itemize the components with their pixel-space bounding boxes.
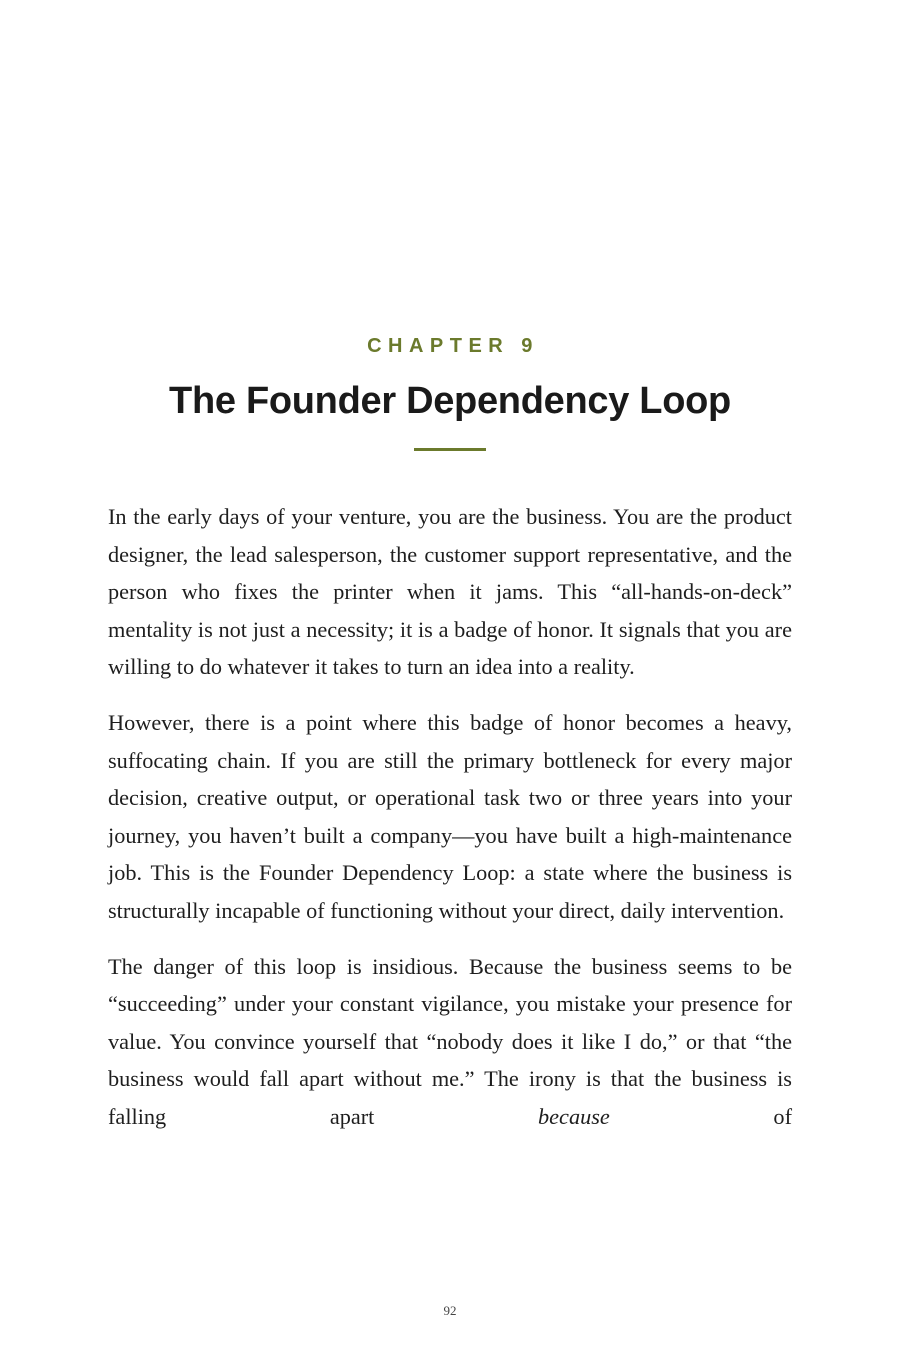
paragraph-3-text-start: The danger of this loop is insidious. Because the business seems to be “succeeding” under your constant vigilance, you mistake your presence for value. You convince yourself that “nobody does it like I do,” or that “the business would fall apart without me.” The irony is that the business is falling apart [108,953,792,1129]
body-paragraph-3 [108,948,792,1136]
chapter-label: CHAPTER 9 [367,335,539,357]
title-divider [414,448,486,451]
chapter-body [108,498,792,1154]
chapter-title: The Founder Dependency Loop [169,380,731,422]
body-paragraph-2: However, there is a point where this badge of honor becomes a heavy, suffocating chain. If you are still the primary bottleneck for every major decision, creative output, or operational task two or three years into your journey, you haven’t built a company—you have built a high-maintenance job. This is the Founder Dependency Loop: a state where the business is structurally incapable of functioning without your direct, daily intervention. [108,709,792,923]
page-number: 92 [443,1303,457,1318]
paragraph-3-text-end: of [609,1103,792,1129]
body-paragraph-1: In the early days of your venture, you are the business. You are the product designer, the lead salesperson, the customer support representative, and the person who fixes the printer when it jams. This “all-hands-on-deck” mentality is not just a necessity; it is a badge of honor. It signals that you are willing to do whatever it takes to turn an idea into a reality. [108,504,792,680]
paragraph-3-italic-word: because [538,1103,610,1129]
